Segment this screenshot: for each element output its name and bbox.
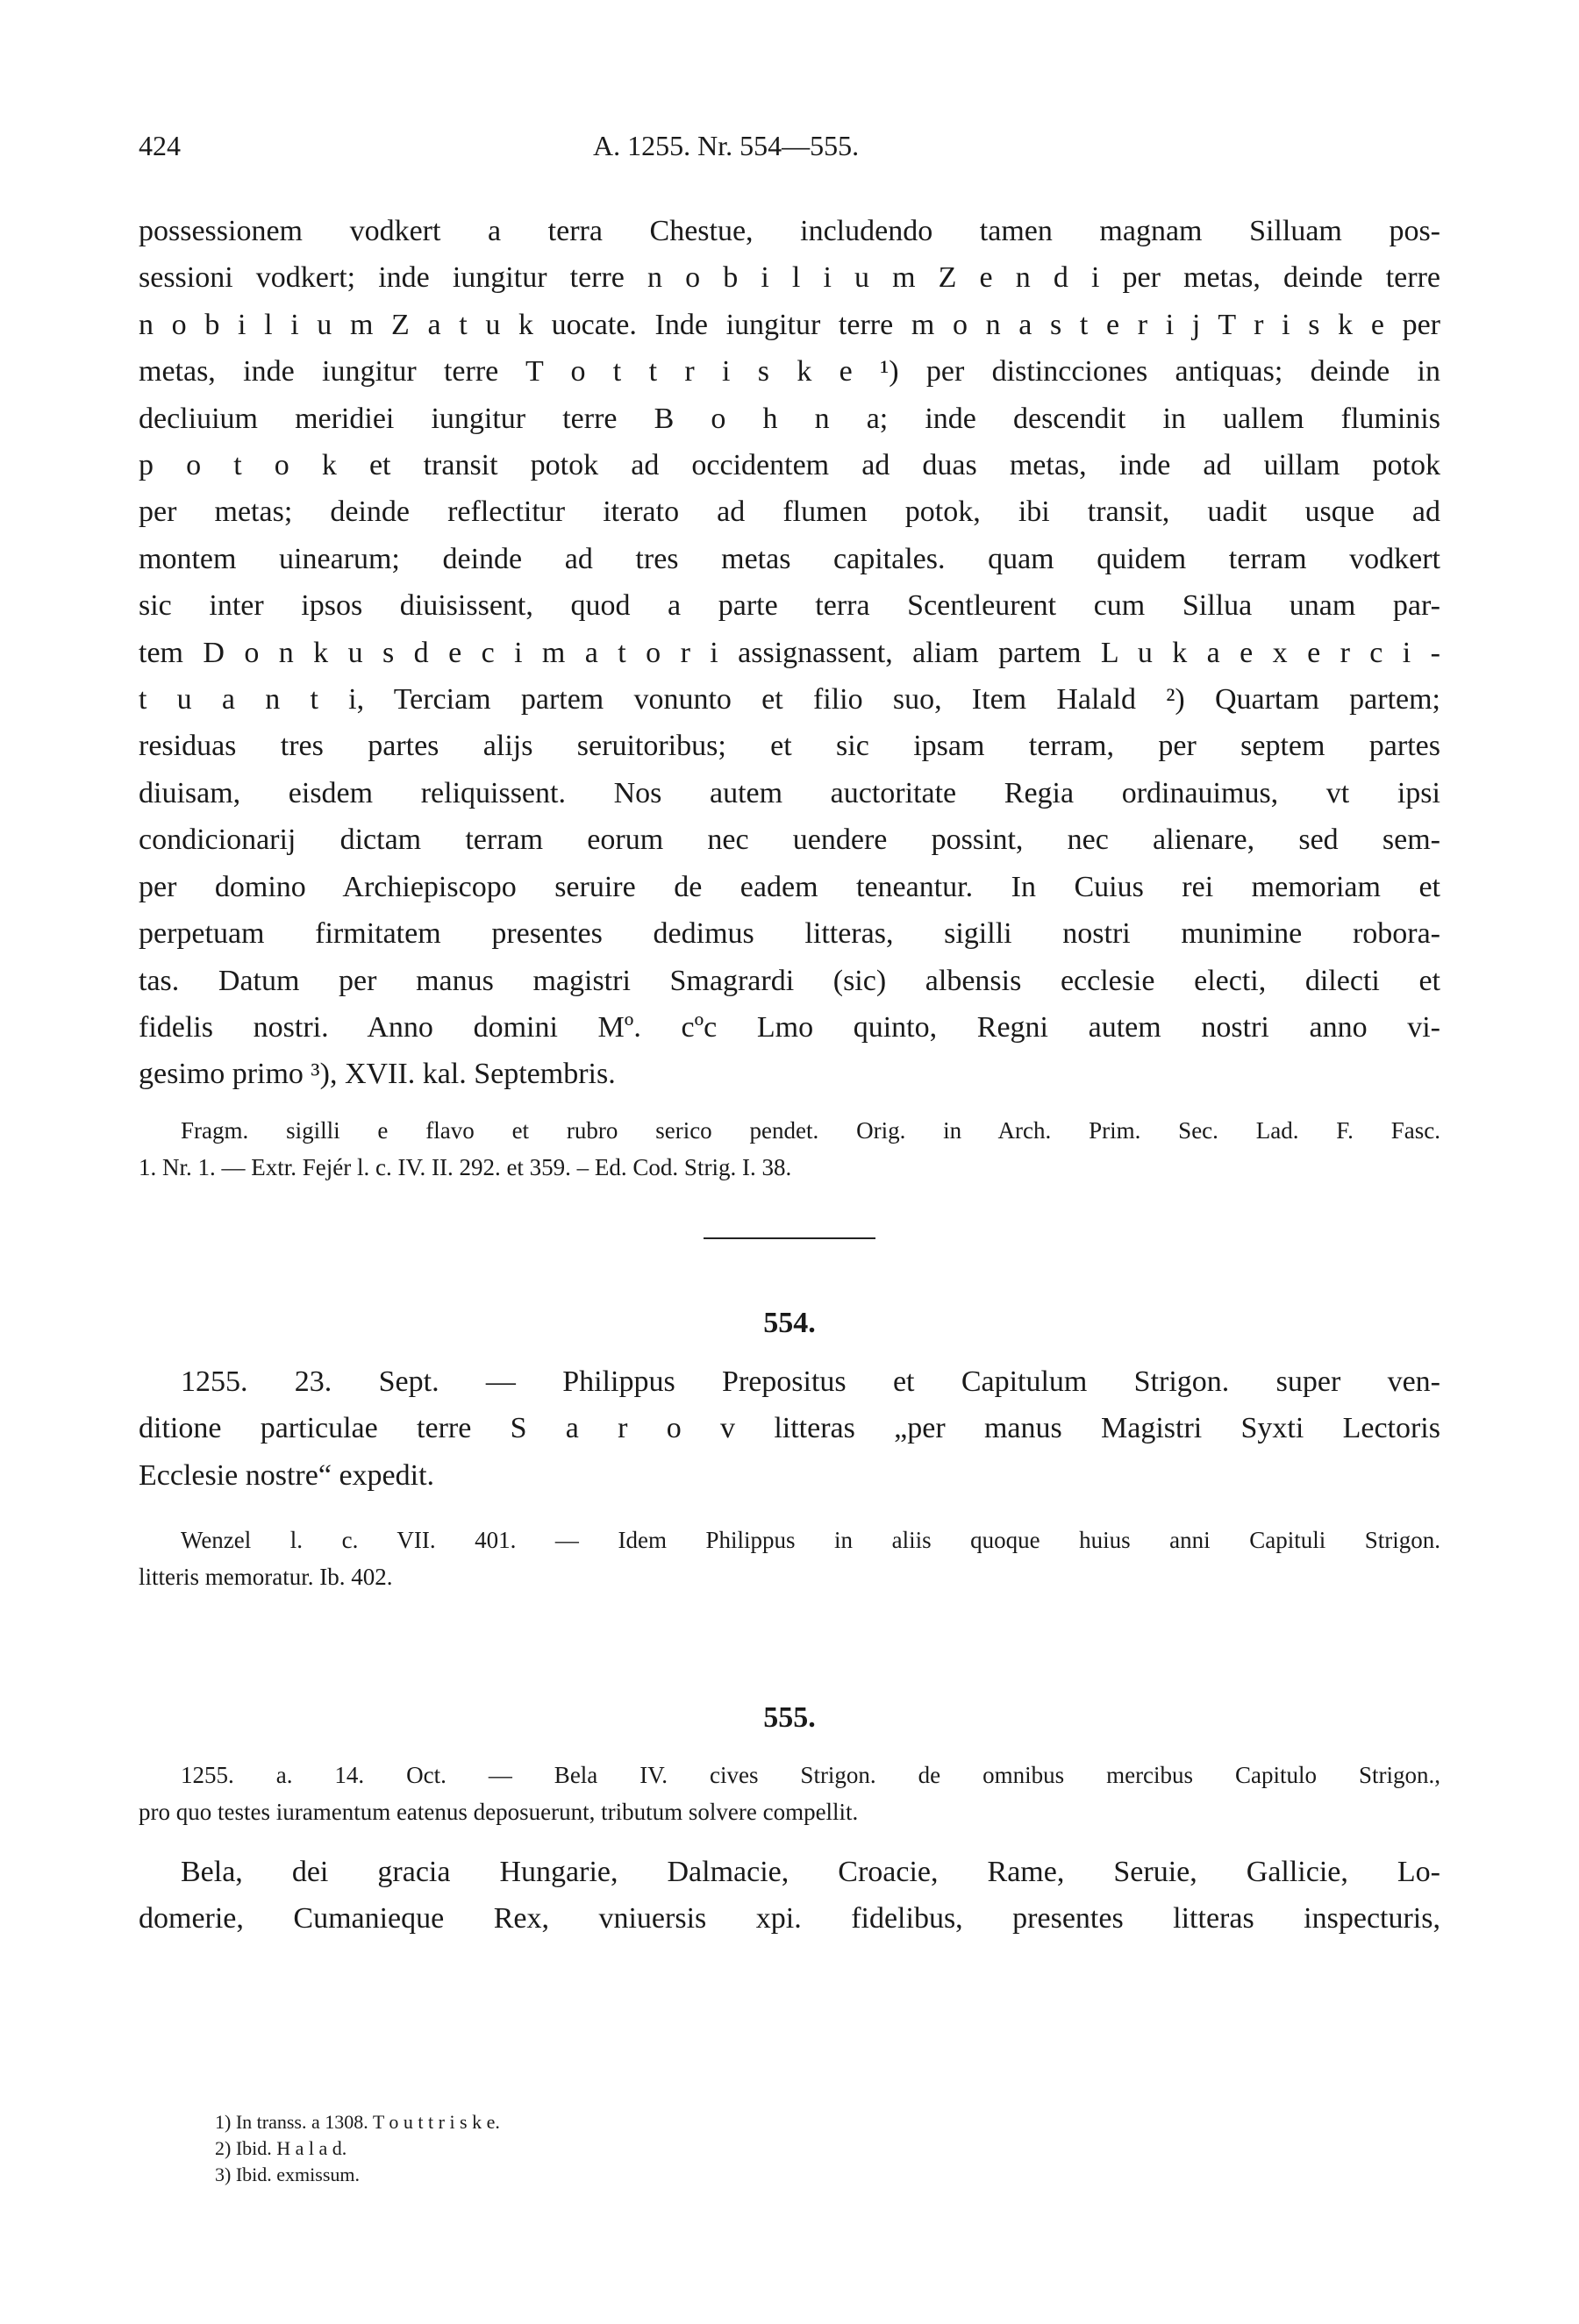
regest-555 bbox=[139, 1757, 1440, 1830]
section-divider bbox=[704, 1237, 875, 1239]
text-line: condicionarij dictam terram eorum nec uendere possint, nec alienare, sed sem- bbox=[139, 823, 1440, 857]
text-line: per metas; deinde reflectitur iterato ad flumen potok, ibi transit, uadit usque ad bbox=[139, 495, 1440, 529]
running-title: A. 1255. Nr. 554—555. bbox=[593, 130, 860, 161]
charter-text bbox=[139, 208, 1440, 1098]
text-line: t u a n t i, Terciam partem vonunto et filio suo, Item Halald ²) Quartam partem; bbox=[139, 683, 1440, 716]
text-line: perpetuam firmitatem presentes dedimus litteras, sigilli nostri munimine robora- bbox=[139, 917, 1440, 951]
text-line: sessioni vodkert; inde iungitur terre n o b i l i u m Z e n d i per metas, deinde terre bbox=[139, 261, 1440, 295]
text-line: fidelis nostri. Anno domini Mº. cºc Lmo quinto, Regni autem nostri anno vi- bbox=[139, 1010, 1440, 1044]
text-line: tas. Datum per manus magistri Smagrardi (sic) albensis ecclesie electi, dilecti et bbox=[139, 964, 1440, 997]
text-line: per domino Archiepiscopo seruire de eadem teneantur. In Cuius rei memoriam et bbox=[139, 870, 1440, 903]
source-note-554 bbox=[139, 1522, 1440, 1595]
note-line: Fragm. sigilli e flavo et rubro serico pendet. Orig. in Arch. Prim. Sec. Lad. F. Fasc. bbox=[181, 1117, 1440, 1144]
text-line: residuas tres partes alijs seruitoribus; et sic ipsam terram, per septem partes bbox=[139, 730, 1440, 763]
text-line: 1255. 23. Sept. — Philippus Prepositus et Capitulum Strigon. super ven- bbox=[181, 1365, 1440, 1398]
regest-554 bbox=[139, 1358, 1440, 1499]
text-line: ditione particulae terre S a r o v litteras „per manus Magistri Syxti Lectoris bbox=[139, 1412, 1440, 1445]
text-line: p o t o k et transit potok ad occidentem ad duas metas, inde ad uillam potok bbox=[139, 449, 1440, 482]
page-number: 424 bbox=[139, 130, 181, 161]
note-line: litteris memoratur. Ib. 402. bbox=[139, 1564, 393, 1590]
text-line: Bela, dei gracia Hungarie, Dalmacie, Croacie, Rame, Seruie, Gallicie, Lo- bbox=[181, 1856, 1440, 1888]
note-line: pro quo testes iuramentum eatenus deposuerunt, tributum solvere compellit. bbox=[139, 1799, 859, 1825]
footnote-1: 1) In transs. a 1308. T o u t t r i s k e. bbox=[215, 2111, 500, 2133]
text-line: n o b i l i u m Z a t u k uocate. Inde iungitur terre m o n a s t e r i j T r i s k e per bbox=[139, 308, 1440, 341]
document-number-554: 554. bbox=[763, 1307, 816, 1339]
text-line: metas, inde iungitur terre T o t t r i s k e ¹) per distincciones antiquas; deinde in bbox=[139, 355, 1440, 389]
text-line: diuisam, eisdem reliquissent. Nos autem auctoritate Regia ordinauimus, vt ipsi bbox=[139, 776, 1440, 809]
text-line: tem D o n k u s d e c i m a t o r i assignassent, aliam partem L u k a e x e r c i - bbox=[139, 636, 1440, 669]
footnote-2: 2) Ibid. H a l a d. bbox=[215, 2137, 347, 2159]
page-header bbox=[139, 130, 1440, 165]
note-line: 1255. a. 14. Oct. — Bela IV. cives Strigon. de omnibus mercibus Capitulo Strigon., bbox=[181, 1762, 1440, 1788]
text-line: possessionem vodkert a terra Chestue, includendo tamen magnam Silluam pos- bbox=[139, 215, 1440, 247]
text-line: decliuium meridiei iungitur terre B o h n a; inde descendit in uallem fluminis bbox=[139, 402, 1440, 435]
text-line: sic inter ipsos diuisissent, quod a parte terra Scentleurent cum Sillua unam par- bbox=[139, 589, 1440, 623]
text-line: Ecclesie nostre“ expedit. bbox=[139, 1458, 435, 1492]
charter-555-text bbox=[139, 1849, 1440, 1943]
note-line: 1. Nr. 1. — Extr. Fejér l. c. IV. II. 292. et 359. – Ed. Cod. Strig. I. 38. bbox=[139, 1154, 792, 1180]
document-number-555: 555. bbox=[763, 1701, 816, 1734]
text-line: gesimo primo ³), XVII. kal. Septembris. bbox=[139, 1058, 616, 1091]
footnote-3: 3) Ibid. exmissum. bbox=[215, 2164, 360, 2185]
charter-source-note bbox=[139, 1112, 1440, 1186]
note-line: Wenzel l. c. VII. 401. — Idem Philippus in aliis quoque huius anni Capituli Strigon. bbox=[181, 1527, 1440, 1553]
footnotes bbox=[215, 2109, 500, 2188]
text-line: montem uinearum; deinde ad tres metas capitales. quam quidem terram vodkert bbox=[139, 542, 1440, 575]
text-line: domerie, Cumanieque Rex, vniuersis xpi. fidelibus, presentes litteras inspecturis, bbox=[139, 1902, 1440, 1935]
